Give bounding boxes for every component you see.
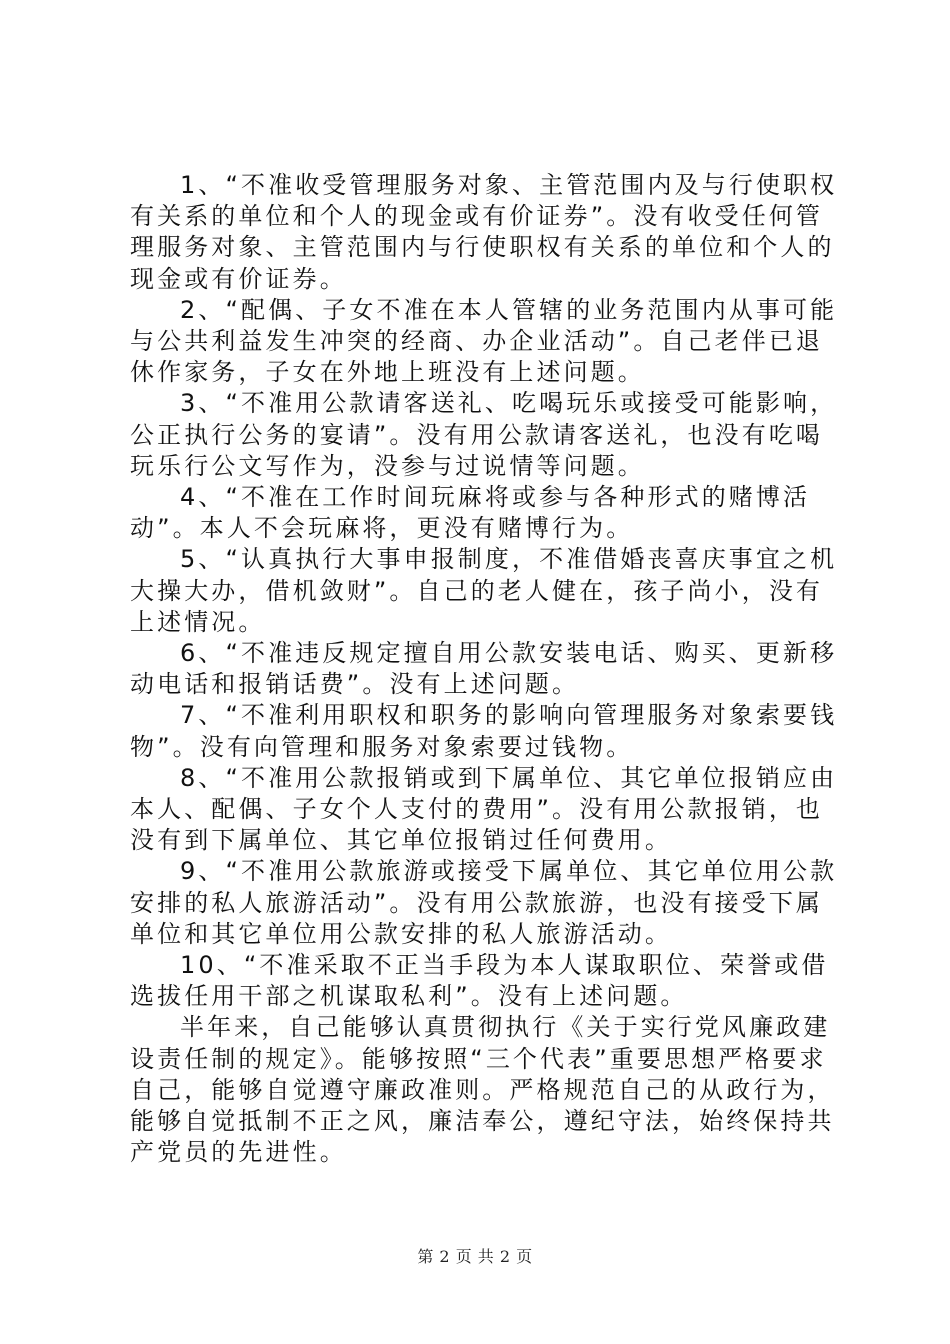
paragraph-item-10: 10、“不准采取不正当手段为本人谋取职位、荣誉或借选拔任用干部之机谋取私利”。没有上述问题。 [130,951,829,1011]
paragraph-item-2: 2、“配偶、子女不准在本人管辖的业务范围内从事可能与公共利益发生冲突的经商、办企业活动”。自己老伴已退休作家务，子女在外地上班没有上述问题。 [130,295,838,387]
paragraph-item-4: 4、“不准在工作时间玩麻将或参与各种形式的赌博活动”。本人不会玩麻将，更没有赌博行为。 [130,483,811,543]
page-number-footer: 第 2 页 共 2 页 [417,1247,533,1266]
paragraph-item-1: 1、“不准收受管理服务对象、主管范围内及与行使职权有关系的单位和个人的现金或有价证券”。没有收受任何管理服务对象、主管范围内与行使职权有关系的单位和个人的现金或有价证券。 [130,171,838,293]
document-body [130,170,842,1169]
paragraph-item-7: 7、“不准利用职权和职务的影响向管理服务对象索要钱物”。没有向管理和服务对象索要过钱物。 [130,701,838,761]
paragraph-item-6: 6、“不准违反规定擅自用公款安装电话、购买、更新移动电话和报销话费”。没有上述问题。 [130,639,838,699]
paragraph-item-9: 9、“不准用公款旅游或接受下属单位、其它单位用公款安排的私人旅游活动”。没有用公款旅游，也没有接受下属单位和其它单位用公款安排的私人旅游活动。 [130,857,838,948]
paragraph-item-3: 3、“不准用公款请客送礼、吃喝玩乐或接受可能影响，公正执行公务的宴请”。没有用公款请客送礼，也没有吃喝玩乐行公文写作为，没参与过说情等问题。 [130,389,838,480]
paragraph-item-5: 5、“认真执行大事申报制度，不准借婚丧喜庆事宜之机大操大办，借机敛财”。自己的老人健在，孩子尚小，没有上述情况。 [130,545,838,636]
paragraph-item-8: 8、“不准用公款报销或到下属单位、其它单位报销应由本人、配偶、子女个人支付的费用”。没有用公款报销，也没有到下属单位、其它单位报销过任何费用。 [130,763,838,855]
paragraph-summary: 半年来，自己能够认真贯彻执行《关于实行党风廉政建设责任制的规定》。能够按照“三个代表”重要思想严格要求自己，能够自觉遵守廉政准则。严格规范自己的从政行为，能够自觉抵制不正之风，廉洁奉公，遵纪守法，始终保持共产党员的先进性。 [130,1013,835,1167]
